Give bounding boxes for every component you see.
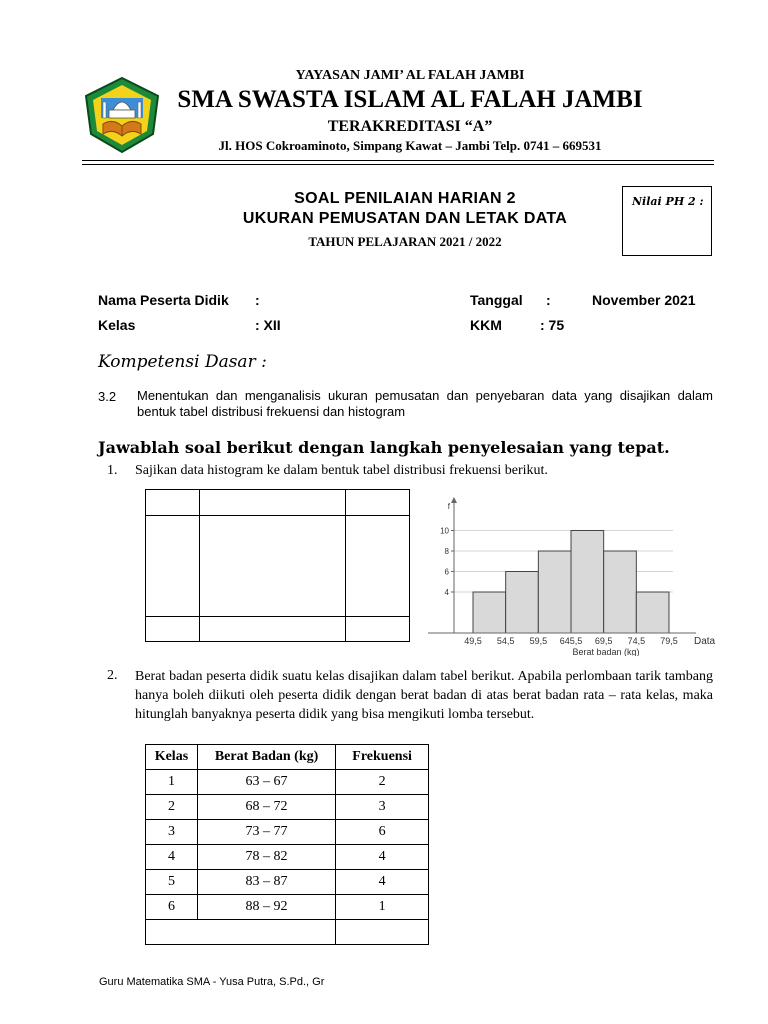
table-row bbox=[146, 870, 429, 895]
blank-cell[interactable] bbox=[199, 516, 345, 617]
blank-cell[interactable] bbox=[346, 490, 410, 516]
y-axis-arrow bbox=[451, 497, 457, 503]
x-axis-end-label: Data bbox=[694, 636, 716, 647]
score-label: Nilai PH 2 : bbox=[632, 195, 704, 208]
blank-cell[interactable] bbox=[346, 516, 410, 617]
table-header-weight: Berat Badan (kg) bbox=[197, 745, 335, 770]
competency-title: Kompetensi Dasar : bbox=[98, 352, 267, 372]
table-row bbox=[146, 845, 429, 870]
y-tick-label: 6 bbox=[444, 567, 449, 577]
table-cell: 68 – 72 bbox=[197, 795, 335, 820]
x-axis-label: Berat badan (kg) bbox=[572, 647, 640, 656]
weight-frequency-table bbox=[145, 744, 429, 945]
x-tick-label: 79,5 bbox=[660, 636, 678, 646]
table-cell: 63 – 67 bbox=[197, 770, 335, 795]
accreditation: TERAKREDITASI “A” bbox=[327, 118, 493, 135]
histogram-bar bbox=[506, 572, 539, 634]
instruction: Jawablah soal berikut dengan langkah penyelesaian yang tepat. bbox=[98, 438, 670, 457]
date-label: Tanggal bbox=[470, 292, 523, 308]
y-tick-label: 10 bbox=[440, 526, 449, 536]
histogram-bar bbox=[473, 592, 506, 633]
x-tick-label: 49,5 bbox=[464, 636, 482, 646]
question-1-number: 1. bbox=[107, 463, 118, 478]
class-label: Kelas bbox=[98, 317, 136, 333]
x-tick-label: 74,5 bbox=[627, 636, 646, 646]
table-cell: 4 bbox=[336, 845, 429, 870]
question-1-text: Sajikan data histogram ke dalam bentuk tabel distribusi frekuensi berikut. bbox=[135, 463, 548, 478]
histogram-bar bbox=[604, 551, 637, 633]
table-row bbox=[146, 770, 429, 795]
table-cell: 2 bbox=[146, 795, 198, 820]
histogram-bar bbox=[538, 551, 571, 633]
student-name-colon: : bbox=[255, 292, 260, 308]
class-value: : XII bbox=[255, 317, 281, 333]
blank-cell[interactable] bbox=[146, 490, 200, 516]
table-row bbox=[146, 820, 429, 845]
total-blank-cell[interactable] bbox=[336, 920, 429, 945]
exam-title: SOAL PENILAIAN HARIAN 2 bbox=[294, 190, 516, 207]
blank-cell[interactable] bbox=[346, 617, 410, 642]
question-2-text: Berat badan peserta didik suatu kelas disajikan dalam tabel berikut. Apabila perlombaan tarik tambang hanya boleh diikuti oleh peserta didik dengan berat badan di atas berat badan rata – rata kelas, maka hitunglah banyaknya peserta didik yang bisa mengikuti lomba tersebut. bbox=[135, 669, 713, 722]
table-header-class: Kelas bbox=[146, 745, 198, 770]
kkm-value: : 75 bbox=[540, 317, 565, 333]
histogram-bar bbox=[571, 531, 604, 634]
y-tick-label: 4 bbox=[444, 588, 449, 597]
table-cell: 4 bbox=[146, 845, 198, 870]
competency-number: 3.2 bbox=[98, 389, 117, 404]
x-tick-label: 59,5 bbox=[529, 636, 548, 646]
table-cell: 73 – 77 bbox=[197, 820, 335, 845]
kkm-label: KKM bbox=[470, 317, 502, 333]
table-cell: 5 bbox=[146, 870, 198, 895]
table-cell: 6 bbox=[336, 820, 429, 845]
header-rule-thin bbox=[82, 164, 714, 165]
blank-cell[interactable] bbox=[146, 516, 200, 617]
school-logo bbox=[83, 76, 161, 154]
table-row bbox=[146, 895, 429, 920]
foundation-name: YAYASAN JAMI’ AL FALAH JAMBI bbox=[295, 68, 525, 83]
total-blank-cell[interactable] bbox=[146, 920, 336, 945]
x-tick-label: 54,5 bbox=[496, 636, 515, 646]
school-address: Jl. HOS Cokroaminoto, Simpang Kawat – Jambi Telp. 0741 – 669531 bbox=[218, 138, 602, 153]
date-value: November 2021 bbox=[592, 292, 696, 308]
student-name-label: Nama Peserta Didik bbox=[98, 292, 229, 308]
histogram-chart bbox=[418, 496, 718, 656]
blank-frequency-table bbox=[145, 489, 410, 642]
table-cell: 1 bbox=[336, 895, 429, 920]
exam-subtitle: UKURAN PEMUSATAN DAN LETAK DATA bbox=[242, 210, 568, 227]
table-cell: 78 – 82 bbox=[197, 845, 335, 870]
x-tick-label: 645,5 bbox=[559, 636, 583, 646]
table-total-row bbox=[146, 920, 429, 945]
academic-year: TAHUN PELAJARAN 2021 / 2022 bbox=[308, 234, 502, 249]
table-row bbox=[146, 795, 429, 820]
table-cell: 1 bbox=[146, 770, 198, 795]
table-cell: 3 bbox=[336, 795, 429, 820]
y-tick-label: 8 bbox=[444, 547, 449, 556]
school-name: SMA SWASTA ISLAM AL FALAH JAMBI bbox=[177, 86, 643, 113]
competency-text: Menentukan dan menganalisis ukuran pemusatan dan penyebaran data yang disajikan dalam bentuk tabel distribusi frekuensi dan histogram bbox=[137, 388, 713, 419]
blank-cell[interactable] bbox=[199, 490, 345, 516]
header-rule bbox=[82, 160, 714, 161]
table-cell: 88 – 92 bbox=[197, 895, 335, 920]
table-cell: 4 bbox=[336, 870, 429, 895]
table-cell: 6 bbox=[146, 895, 198, 920]
table-cell: 2 bbox=[336, 770, 429, 795]
histogram-bar bbox=[636, 592, 669, 633]
question-2-number: 2. bbox=[107, 668, 118, 683]
footer-teacher: Guru Matematika SMA - Yusa Putra, S.Pd., Gr bbox=[99, 976, 325, 988]
blank-cell[interactable] bbox=[199, 617, 345, 642]
table-header-frequency: Frekuensi bbox=[336, 745, 429, 770]
y-axis-label: f bbox=[447, 502, 450, 511]
table-cell: 83 – 87 bbox=[197, 870, 335, 895]
date-colon: : bbox=[546, 292, 551, 308]
x-tick-label: 69,5 bbox=[594, 636, 613, 646]
blank-cell[interactable] bbox=[146, 617, 200, 642]
table-cell: 3 bbox=[146, 820, 198, 845]
